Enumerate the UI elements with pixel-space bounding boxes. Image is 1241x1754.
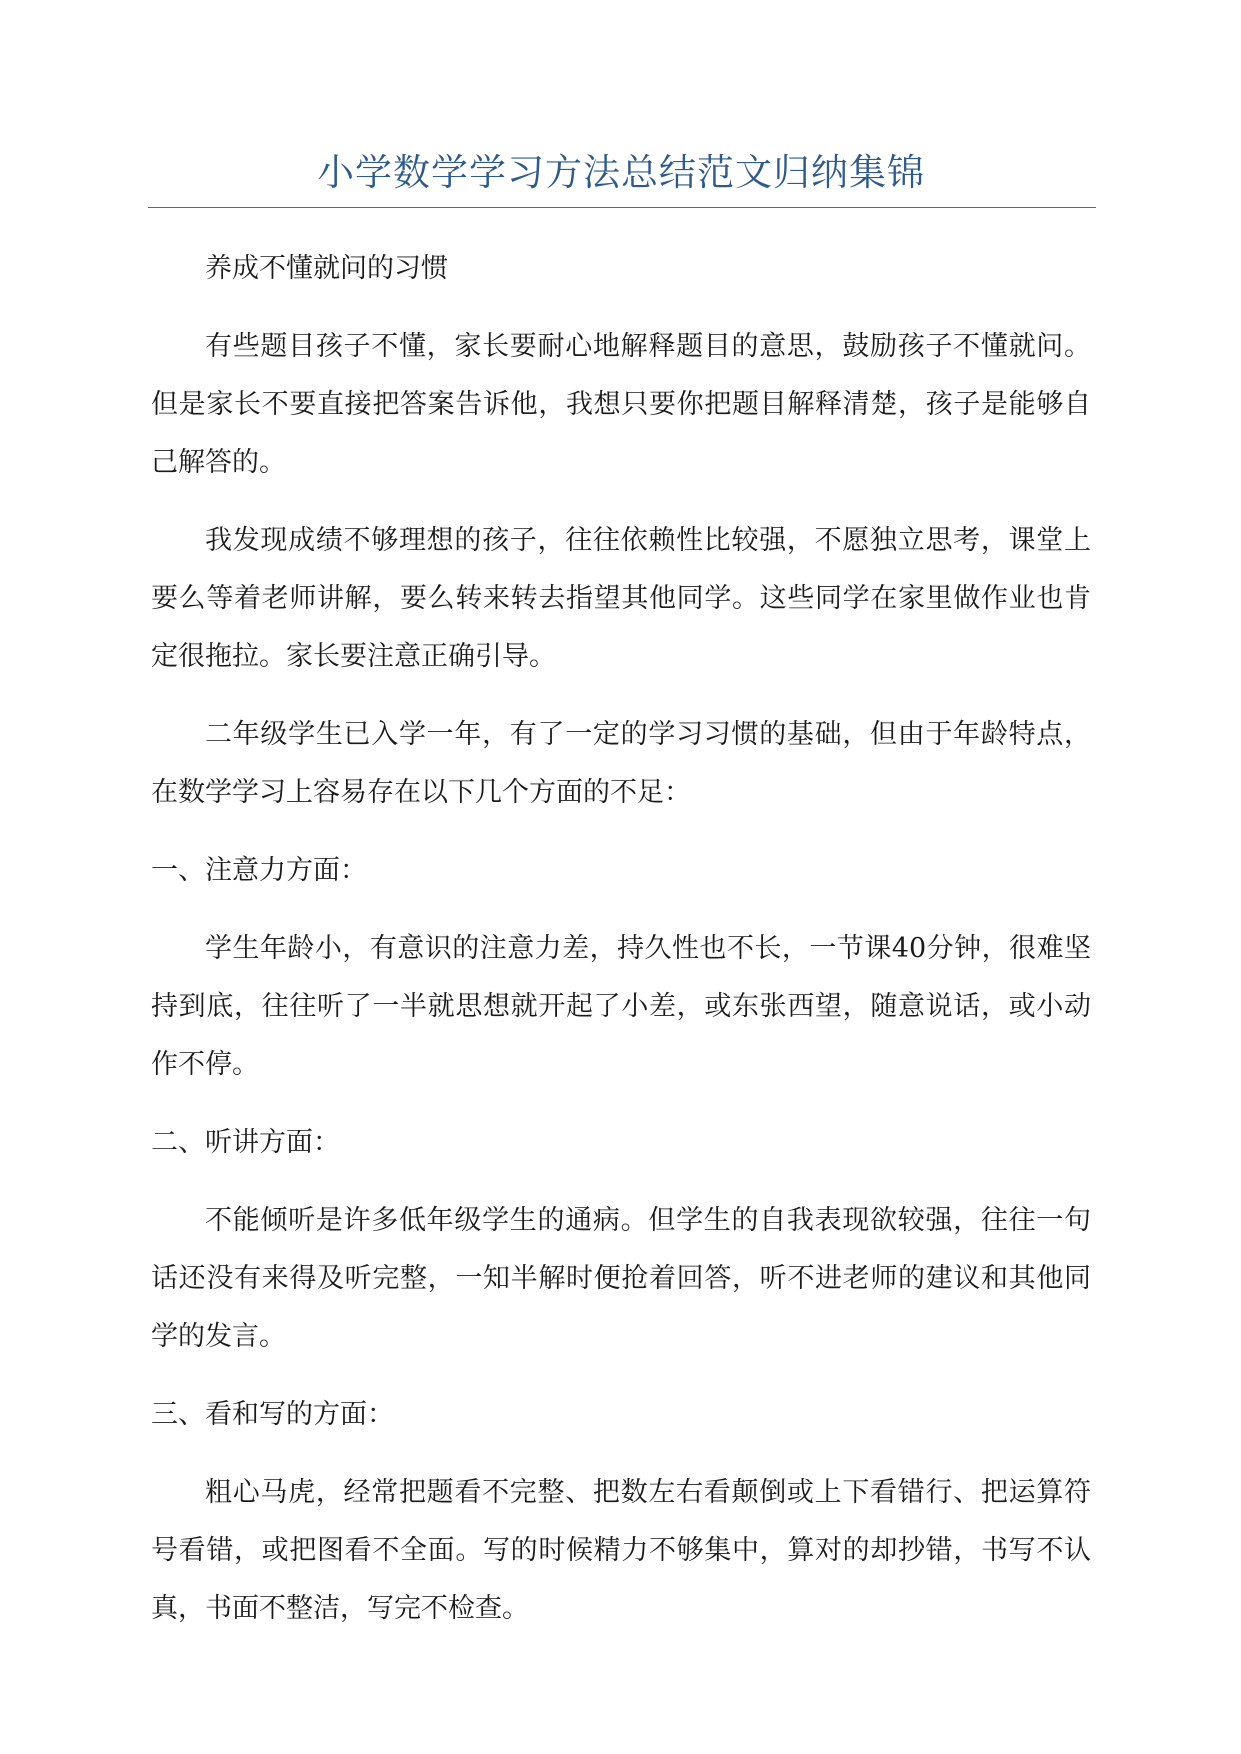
paragraph: 不能倾听是许多低年级学生的通病。但学生的自我表现欲较强，往往一句话还没有来得及听完整，一知半解时便抢着回答，听不进老师的建议和其他同学的发言。 (151, 1205, 1091, 1352)
section-heading-listening: 二、听讲方面： (151, 1127, 340, 1158)
document-page (151, 0, 1091, 1754)
title-divider (148, 207, 1096, 208)
paragraph: 粗心马虎，经常把题看不完整、把数左右看颠倒或上下看错行、把运算符号看错，或把图看不全面。写的时候精力不够集中，算对的却抄错，书写不认真，书面不整洁，写完不检查。 (151, 1477, 1091, 1624)
section-heading-attention: 一、注意力方面： (151, 855, 367, 886)
paragraph: 学生年龄小，有意识的注意力差，持久性也不长，一节课40分钟，很难坚持到底，往往听了一半就思想就开起了小差，或东张西望，随意说话，或小动作不停。 (151, 933, 1091, 1080)
section-heading-reading-writing: 三、看和写的方面： (151, 1399, 394, 1430)
paragraph: 我发现成绩不够理想的孩子，往往依赖性比较强，不愿独立思考，课堂上要么等着老师讲解，要么转来转去指望其他同学。这些同学在家里做作业也肯定很拖拉。家长要注意正确引导。 (151, 525, 1091, 672)
document-body (151, 240, 1091, 1638)
document-title: 小学数学学习方法总结范文归纳集锦 (317, 151, 925, 194)
paragraph-heading-habit: 养成不懂就问的习惯 (205, 253, 448, 284)
paragraph: 二年级学生已入学一年，有了一定的学习习惯的基础，但由于年龄特点，在数学学习上容易存在以下几个方面的不足： (151, 719, 1091, 808)
paragraph: 有些题目孩子不懂，家长要耐心地解释题目的意思，鼓励孩子不懂就问。但是家长不要直接把答案告诉他，我想只要你把题目解释清楚，孩子是能够自己解答的。 (151, 331, 1091, 478)
